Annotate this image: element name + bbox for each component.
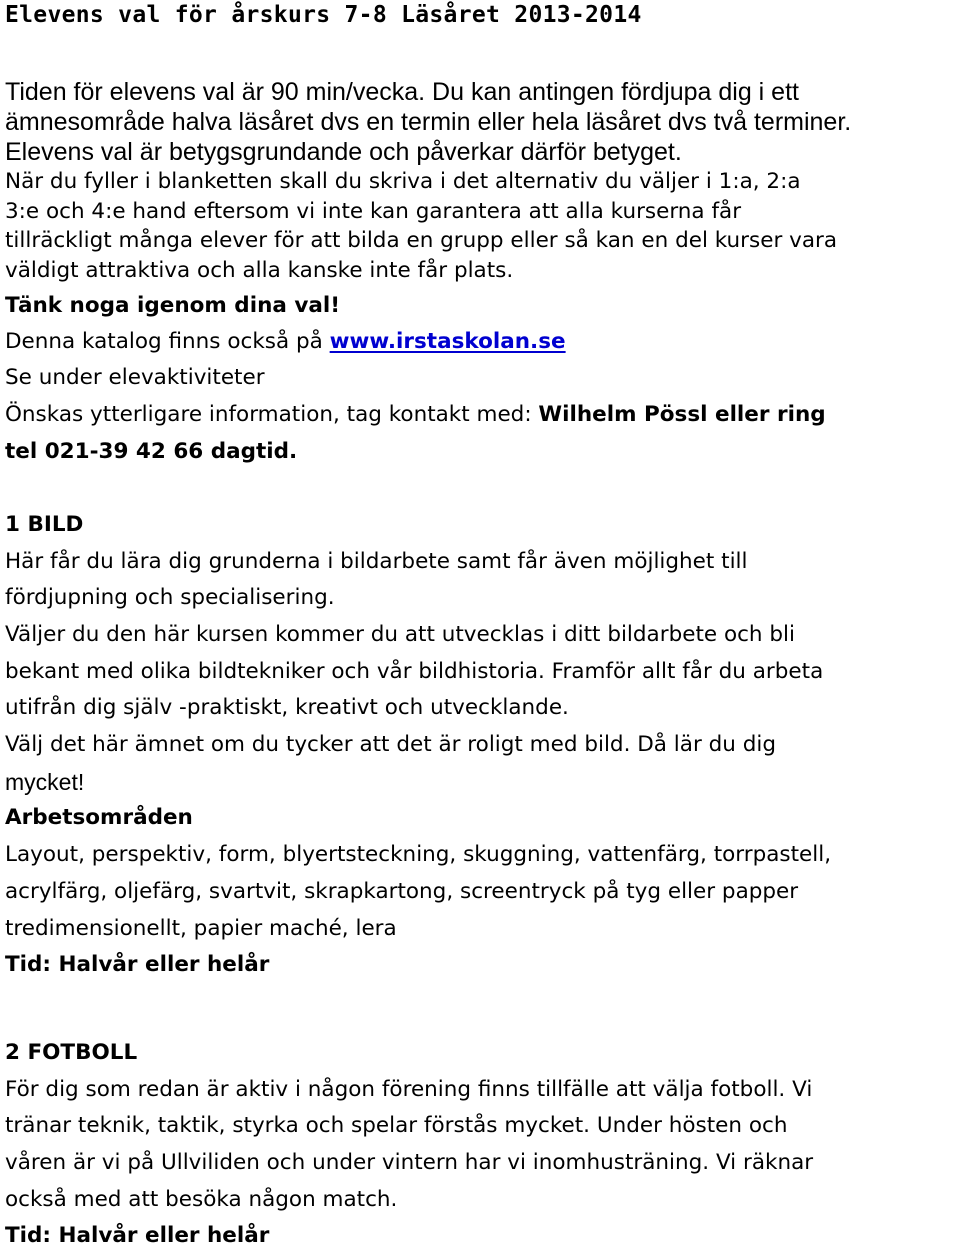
intro-line: Tiden för elevens val är 90 min/vecka. Du kan antingen fördjupa dig i ett xyxy=(5,78,799,106)
intro-line: ämnesområde halva läsåret dvs en termin eller hela läsåret dvs två terminer. xyxy=(5,108,852,136)
course-line: Väljer du den här kursen kommer du att utvecklas i ditt bildarbete och bli xyxy=(5,621,795,647)
course-line: bekant med olika bildtekniker och vår bildhistoria. Framför allt får du arbeta xyxy=(5,658,824,684)
course-time: Tid: Halvår eller helår xyxy=(5,1223,270,1249)
course-work-areas xyxy=(5,837,955,947)
catalog-text: Denna katalog finns också på xyxy=(5,328,330,354)
course-line: fördjupning och specialisering. xyxy=(5,585,335,611)
instructions-line: När du fyller i blanketten skall du skriva i det alternativ du väljer i 1:a, 2:a xyxy=(5,169,801,194)
contact-text: Önskas ytterligare information, tag kontakt med: xyxy=(5,401,539,427)
course-time: Tid: Halvår eller helår xyxy=(5,952,270,978)
course-section xyxy=(5,1035,955,1255)
contact-phone: tel 021-39 42 66 dagtid. xyxy=(5,438,298,464)
course-line: Här får du lära dig grunderna i bildarbete samt får även möjlighet till xyxy=(5,548,748,574)
work-area-line: Layout, perspektiv, form, blyertsteckning, skuggning, vattenfärg, torrpastell, xyxy=(5,842,832,868)
instructions-line: tillräckligt många elever för att bilda en grupp eller så kan en del kurser vara xyxy=(5,228,838,254)
course-line: också med att besöka någon match. xyxy=(5,1186,398,1212)
see-under-line: Se under elevaktiviteter xyxy=(5,364,265,390)
instructions-paragraph xyxy=(5,167,955,286)
course-line: För dig som redan är aktiv i någon förening finns tillfälle att välja fotboll. Vi xyxy=(5,1076,813,1102)
contact-name: Wilhelm Pössl eller ring xyxy=(538,401,826,427)
intro-paragraph xyxy=(5,77,955,167)
course-line: mycket! xyxy=(5,768,85,795)
document-page xyxy=(5,0,955,1255)
course-line: tränar teknik, taktik, styrka och spelar förstås mycket. Under hösten och xyxy=(5,1113,788,1139)
work-area-line: acrylfärg, oljefärg, svartvit, skrapkartong, screentryck på tyg eller papper xyxy=(5,878,799,904)
course-section xyxy=(5,507,955,984)
course-line: utifrån dig själv -praktiskt, kreativt och utvecklande. xyxy=(5,695,569,721)
instructions-line: väldigt attraktiva och alla kanske inte får plats. xyxy=(5,258,514,284)
contact-line xyxy=(5,396,955,433)
intro-line: Elevens val är betygsgrundande och påverkar därför betyget. xyxy=(5,138,682,166)
course-heading: 2 FOTBOLL xyxy=(5,1039,138,1065)
page-title: Elevens val för årskurs 7-8 Läsåret 2013-2014 xyxy=(5,2,642,28)
course-line: Välj det här ämnet om du tycker att det är roligt med bild. Då lär du dig xyxy=(5,732,777,758)
catalog-line xyxy=(5,324,955,360)
course-heading: 1 BILD xyxy=(5,511,84,537)
course-description xyxy=(5,544,955,801)
think-notice: Tänk noga igenom dina val! xyxy=(5,292,341,318)
course-line: våren är vi på Ullviliden och under vintern har vi inomhusträning. Vi räknar xyxy=(5,1150,814,1176)
instructions-line: 3:e och 4:e hand eftersom vi inte kan garantera att alla kurserna får xyxy=(5,198,742,224)
course-description xyxy=(5,1072,955,1219)
work-area-line: tredimensionellt, papier maché, lera xyxy=(5,915,397,941)
school-website-link[interactable]: www.irstaskolan.se xyxy=(329,328,566,354)
course-subheading: Arbetsområden xyxy=(5,805,193,831)
